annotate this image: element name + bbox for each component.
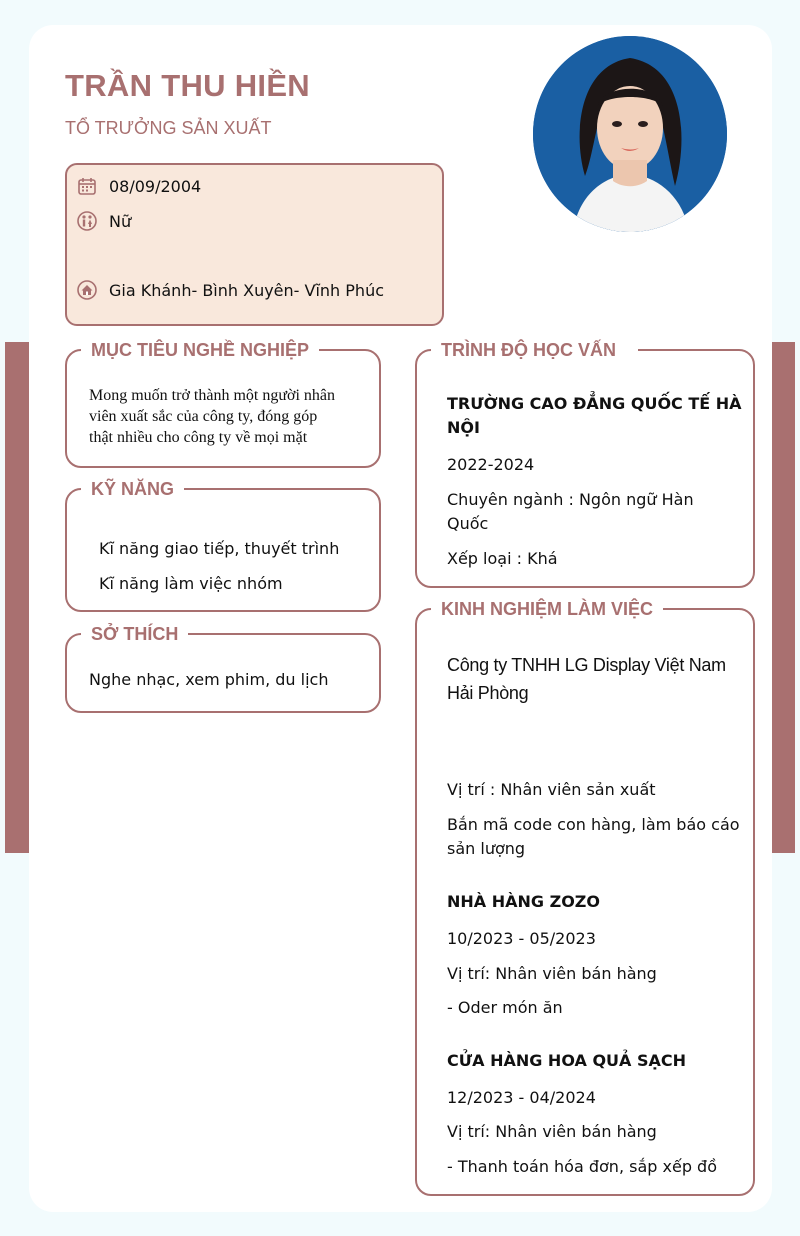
job-1-role: Vị trí : Nhân viên sản xuất	[447, 780, 656, 799]
objective-section	[65, 340, 381, 468]
education-major-line-2: Quốc	[447, 514, 489, 533]
experience-section	[415, 599, 755, 1196]
skills-section	[65, 479, 381, 612]
gender-icon	[77, 211, 97, 231]
gender-row	[77, 211, 131, 231]
address-value: Gia Khánh- Bình Xuyên- Vĩnh Phúc	[109, 280, 384, 300]
job-2-desc: - Oder món ăn	[447, 998, 563, 1017]
personal-info-box	[65, 163, 444, 326]
birthdate-value: 08/09/2004	[109, 176, 202, 196]
job-1-desc-line-2: sản lượng	[447, 839, 526, 858]
candidate-name: TRẦN THU HIỀN	[65, 68, 310, 103]
hobbies-title: SỞ THÍCH	[81, 623, 188, 645]
education-major-line-1: Chuyên ngành : Ngôn ngữ Hàn	[447, 490, 694, 509]
school-name-line-2: NỘI	[447, 418, 480, 437]
education-rank: Xếp loại : Khá	[447, 549, 558, 568]
right-accent-stripe	[772, 342, 795, 853]
education-title: TRÌNH ĐỘ HỌC VẤN	[431, 339, 638, 361]
school-name-line-1: TRƯỜNG CAO ĐẲNG QUỐC TẾ HÀ	[447, 394, 742, 413]
calendar-icon	[77, 176, 97, 196]
objective-line-1: Mong muốn trở thành một người nhân	[89, 387, 336, 404]
objective-line-3: thật nhiều cho công ty về mọi mặt	[89, 429, 308, 446]
job-1-desc-line-1: Bắn mã code con hàng, làm báo cáo	[447, 815, 740, 834]
job-3-company: CỬA HÀNG HOA QUẢ SẠCH	[447, 1051, 687, 1070]
hobbies-text: Nghe nhạc, xem phim, du lịch	[89, 670, 329, 689]
education-years: 2022-2024	[447, 455, 535, 474]
job-3-period: 12/2023 - 04/2024	[447, 1088, 596, 1107]
address-row	[77, 280, 384, 300]
avatar	[533, 36, 727, 232]
skill-item: Kĩ năng làm việc nhóm	[99, 574, 283, 593]
hobbies-section	[65, 624, 381, 713]
left-accent-stripe	[5, 342, 29, 853]
skills-title: KỸ NĂNG	[81, 478, 184, 500]
job-1-company-line-1: Công ty TNHH LG Display Việt Nam	[447, 655, 726, 675]
experience-title: KINH NGHIỆM LÀM VIỆC	[431, 598, 663, 620]
job-2-role: Vị trí: Nhân viên bán hàng	[447, 964, 657, 983]
job-2-period: 10/2023 - 05/2023	[447, 929, 596, 948]
education-section	[415, 340, 755, 588]
job-3-role: Vị trí: Nhân viên bán hàng	[447, 1122, 657, 1141]
candidate-position: TỔ TRƯỞNG SẢN XUẤT	[65, 118, 272, 138]
gender-value: Nữ	[109, 211, 132, 231]
objective-line-2: viên xuất sắc của công ty, đóng góp	[89, 408, 318, 425]
job-1-company-line-2: Hải Phòng	[447, 683, 529, 703]
skill-item: Kĩ năng giao tiếp, thuyết trình	[99, 539, 340, 558]
birthdate-row	[77, 176, 201, 196]
job-2-company: NHÀ HÀNG ZOZO	[447, 892, 601, 911]
job-3-desc: - Thanh toán hóa đơn, sắp xếp đồ	[447, 1157, 717, 1176]
objective-title: MỤC TIÊU NGHỀ NGHIỆP	[81, 339, 319, 361]
home-icon	[77, 280, 97, 300]
